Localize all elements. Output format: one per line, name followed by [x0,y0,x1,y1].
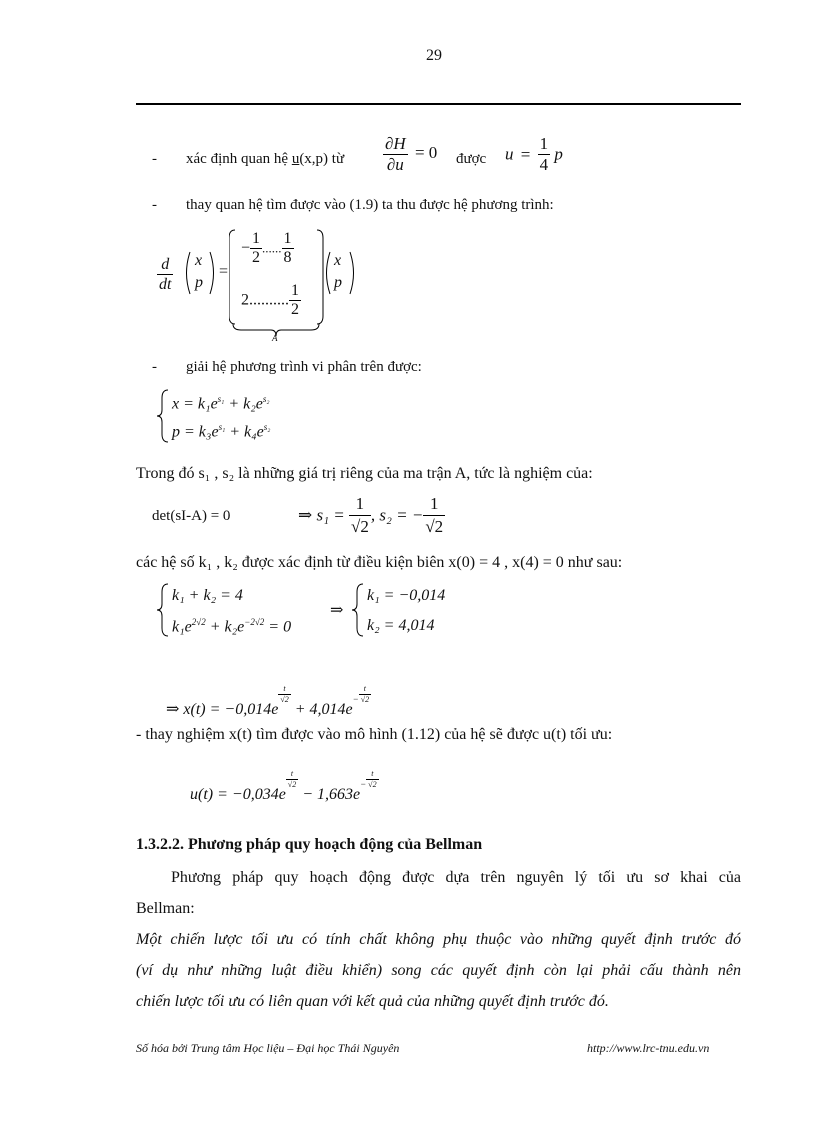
m11-den: 2 [252,249,261,266]
system2-eq2 [172,617,291,636]
xt-e2-minus: − [352,694,359,704]
brace-system2-left [156,582,170,638]
root1-num: 1 [349,493,371,516]
partial-derivative [383,134,437,175]
bullet: - [152,197,157,213]
header-rule [136,103,741,105]
du: ∂u [386,155,404,174]
root2-den: √2 [425,517,444,536]
footer-link[interactable]: http://www.lrc-tnu.edu.vn [587,1041,710,1055]
l1-xp: (x,p) từ [299,151,345,167]
k2-value: k₂ = 4,014 [367,617,435,634]
s2-mid: + k₂e [205,618,245,636]
bullet: - [152,359,157,375]
dH: ∂H [385,134,406,153]
root1-den: √2 [351,517,369,536]
s1-eq2-exp1: s₁ [218,422,226,432]
s1-eq1-exp1: s₁ [217,394,225,404]
l1-duoc: được [456,151,487,167]
m22-den: 2 [291,301,299,318]
section-para-line1: Phương pháp quy hoạch động được dựa trên nguyên lý tối ưu sơ khai của [171,869,741,886]
s1-eq2-a: p = k₃e [172,423,219,441]
u-one: 1 [539,134,549,153]
equals: = [219,263,229,280]
vec-x2: x [334,252,342,269]
d-symbol: d [157,255,173,275]
xt-e1-den: √2 [280,695,289,704]
italic-line-1: Một chiến lược tối ưu có tính chất không phụ thuộc vào những quyết định trước đó [136,931,741,948]
m12-den: 8 [283,249,292,266]
ut-e1-num: t [286,769,298,780]
ut-e1-den: √2 [287,780,297,789]
xt-mid: + 4,014e [290,701,353,718]
m11-num: 1 [252,230,261,247]
s2-e1: 2√2 [191,617,206,627]
root2-num: 1 [423,493,445,516]
xt-formula [166,684,371,719]
matrix-row-2 [241,282,301,319]
s1-eq1-a: x = k₁e [172,395,218,413]
system2-eq1: k₁ + k₂ = 4 [172,587,243,604]
s2-k1: k₁e [172,618,192,636]
system2-implies: ⇒ [330,602,344,619]
section-title: 1.3.2.2. Phương pháp quy hoạch động của Bellman [136,836,483,853]
matrix-row-1: − $\frac{1}{2}$ ...... $\frac{1}{8}$ [241,230,292,266]
s1-eq1-mid: + k₂e [224,395,263,413]
l3-text: giải hệ phương trình vi phân trên được: [186,359,422,375]
footer-left: Số hóa bởi Trung tâm Học liệu – Đại học Thái Nguyên [136,1041,400,1055]
ut-lhs: u(t) = −0,034e [190,786,286,803]
section-para-line2: Bellman: [136,900,195,917]
ut-e2-den: √2 [368,780,377,789]
u-eq: = [520,144,531,164]
ut-mid: − 1,663e [298,786,361,803]
u-p: p [554,144,563,164]
det-eq: det(sI-A) = 0 [152,508,231,524]
xt-lhs: ⇒ x(t) = −0,014e [166,701,279,718]
l1-label: xác định quan hệ [186,151,289,167]
l7-text: - thay nghiệm x(t) tìm được vào mô hình (1.12) của hệ sẽ được u(t) tối ưu: [136,726,613,743]
s2-e2: −2√2 [244,617,265,627]
u-symbol: u [505,144,514,164]
k1-value: k₁ = −0,014 [367,587,446,604]
ut-e2-minus: − [360,779,367,789]
eq-zero: = 0 [414,143,438,163]
xt-e1-num: t [278,684,290,695]
l4-text: Trong đó s₁ , s₂ là những giá trị riêng của ma trận A, tức là nghiệm của: [136,465,593,482]
ut-formula [190,769,379,804]
l6-text: các hệ số k₁ , k₂ được xác định từ điều kiện biên x(0) = 4 , x(4) = 0 như sau: [136,554,623,571]
m21: 2.......... [241,291,289,309]
s2-end: = 0 [264,618,292,636]
roots-formula [298,493,445,538]
m1-dots: ...... [262,240,282,256]
xt-e2-den: √2 [360,695,370,704]
matrix-label-A: A [272,333,278,343]
dt-symbol: dt [159,276,172,293]
vec-p: p [195,274,203,291]
m22-num: 1 [291,282,299,299]
bullet: - [152,151,157,167]
brace-system1 [156,388,170,444]
vec-x: x [195,252,203,269]
vector-xp-left-entries [195,250,203,294]
system1-eq1 [172,394,270,413]
italic-line-3: chiến lược tối ưu có liên quan với kết quả của những quyết định trước đó. [136,993,609,1010]
vec-p2: p [334,274,342,291]
m12-num: 1 [283,230,292,247]
s1-eq2-exp2: s₂ [263,422,271,432]
roots-s2: , s₂ = − [370,505,424,525]
l1-text [186,151,344,168]
xt-e2-num: t [359,684,371,695]
l2-text: thay quan hệ tìm được vào (1.9) ta thu được hệ phương trình: [186,197,554,213]
s1-eq2-mid: + k₄e [225,423,264,441]
d-dt [157,255,173,294]
brace-system2-right [351,582,365,638]
u-formula [505,134,563,175]
system1-eq2 [172,422,270,441]
s1-eq1-exp2: s₂ [262,394,270,404]
roots-implies: ⇒ s₁ = [298,505,345,525]
vector-xp-right-entries [334,250,342,294]
italic-line-2: (ví dụ như những luật điều khiển) song các quyết định còn lại phải cấu thành nên [136,962,741,979]
u-four: 4 [539,155,549,174]
ut-e2-num: t [366,769,378,780]
l1-u: u [291,151,300,167]
page-number: 29 [426,47,442,64]
